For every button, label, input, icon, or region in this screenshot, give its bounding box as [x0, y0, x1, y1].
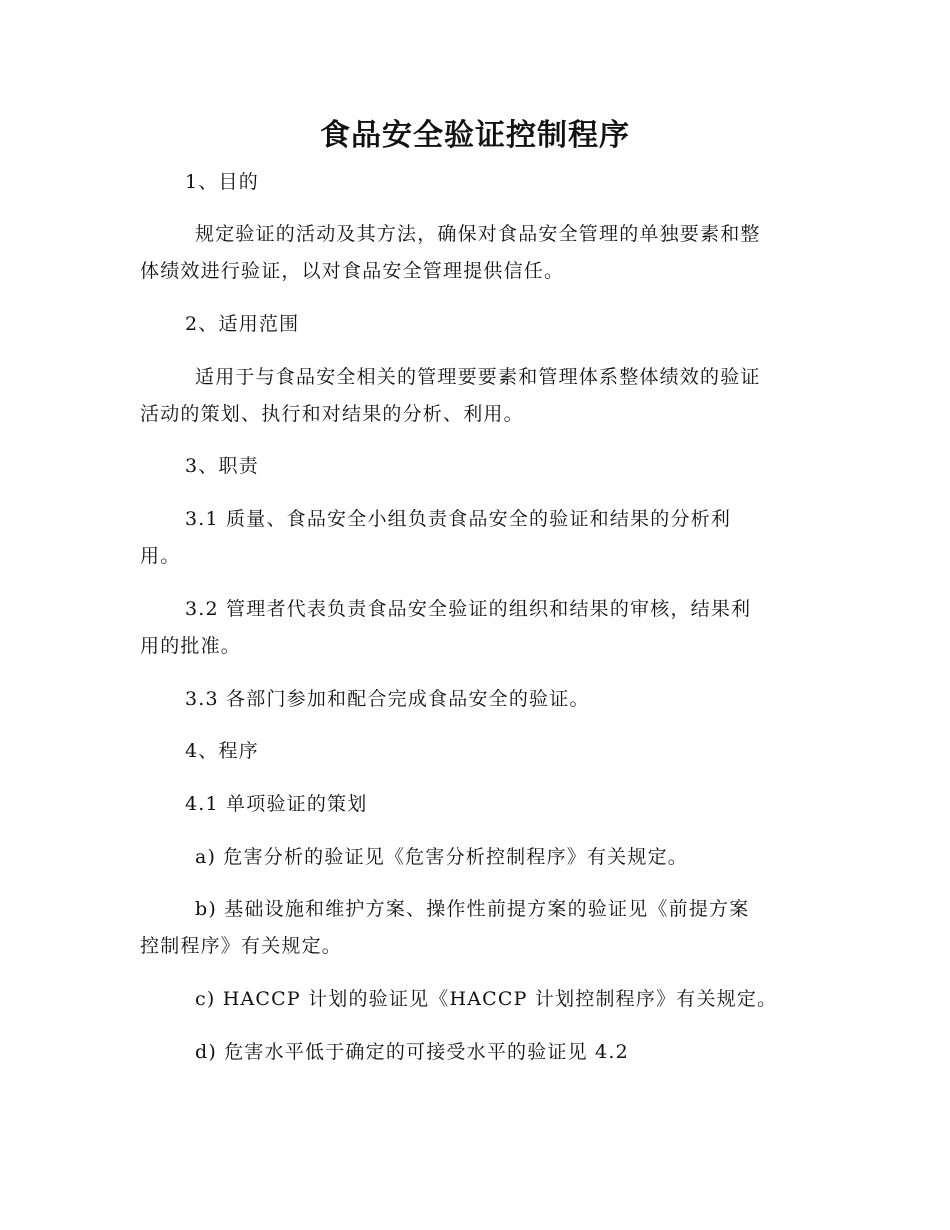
list-item-a: a) 危害分析的验证见《危害分析控制程序》有关规定。: [195, 846, 688, 868]
clause-3-3: 3.3 各部门参加和配合完成食品安全的验证。: [185, 688, 590, 710]
clause-3-1-line-1: 3.1 质量、食品安全小组负责食品安全的验证和结果的分析利: [185, 508, 732, 530]
clause-3-1-line-2: 用。: [140, 545, 181, 567]
list-item-b-line-1: b) 基础设施和维护方案、操作性前提方案的验证见《前提方案: [195, 898, 750, 920]
page-title: 食品安全验证控制程序: [320, 118, 630, 153]
list-item-d: d) 危害水平低于确定的可接受水平的验证见 4.2: [195, 1041, 629, 1063]
paragraph-scope-line-1: 适用于与食品安全相关的管理要要素和管理体系整体绩效的验证: [195, 366, 761, 388]
section-heading-purpose: 1、目的: [185, 171, 259, 193]
clause-3-2-line-2: 用的批准。: [140, 635, 242, 657]
section-heading-scope: 2、适用范围: [185, 313, 300, 335]
section-heading-procedure: 4、程序: [185, 740, 259, 762]
list-item-b-line-2: 控制程序》有关规定。: [140, 935, 343, 957]
paragraph-purpose-line-2: 体绩效进行验证，以对食品安全管理提供信任。: [140, 260, 565, 282]
paragraph-purpose-line-1: 规定验证的活动及其方法，确保对食品安全管理的单独要素和整: [195, 223, 761, 245]
paragraph-scope-line-2: 活动的策划、执行和对结果的分析、利用。: [140, 403, 524, 425]
clause-3-2-line-1: 3.2 管理者代表负责食品安全验证的组织和结果的审核，结果利: [185, 598, 752, 620]
section-heading-responsibilities: 3、职责: [185, 455, 259, 477]
list-item-c: c) HACCP 计划的验证见《HACCP 计划控制程序》有关规定。: [195, 988, 778, 1010]
clause-4-1: 4.1 单项验证的策划: [185, 793, 368, 815]
